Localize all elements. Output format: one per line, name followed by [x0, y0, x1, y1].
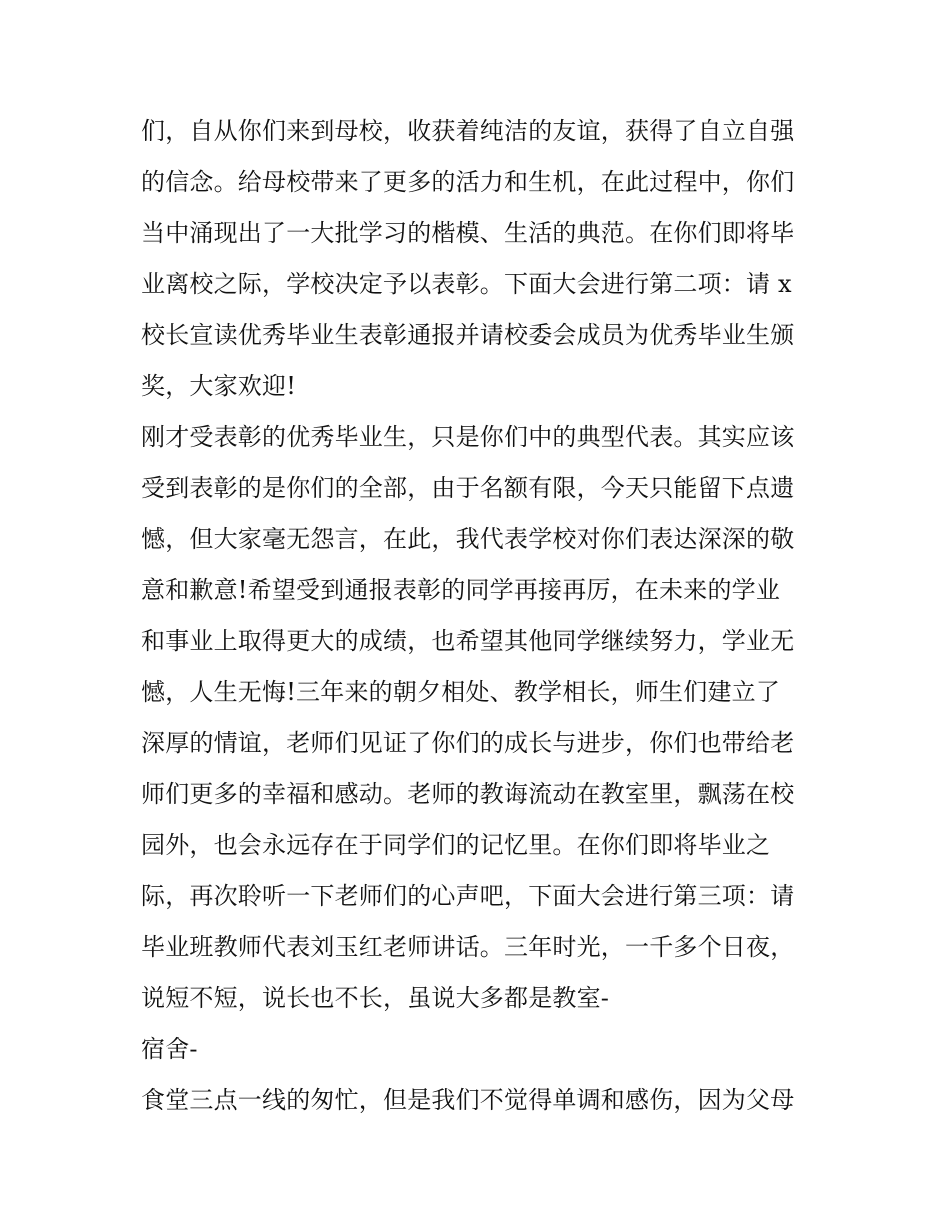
text-line: 食堂三点一线的匆忙，但是我们不觉得单调和感伤，因为父母	[141, 1086, 795, 1114]
text-line: 说短不短，说长也不长，虽说大多都是教室-	[141, 984, 610, 1012]
text-line: 校长宣读优秀毕业生表彰通报并请校委会成员为优秀毕业生颁	[141, 321, 795, 349]
text-line: 际，再次聆听一下老师们的心声吧，下面大会进行第三项：请	[141, 882, 795, 910]
text-line: 奖，大家欢迎!	[141, 372, 297, 400]
text-line: 园外，也会永远存在于同学们的记忆里。在你们即将毕业之	[141, 831, 771, 859]
text-line: 受到表彰的是你们的全部，由于名额有限，今天只能留下点遗	[141, 474, 795, 502]
text-line: 业离校之际，学校决定予以表彰。下面大会进行第二项：请 x	[141, 270, 792, 298]
text-line: 意和歉意!希望受到通报表彰的同学再接再厉，在未来的学业	[141, 576, 781, 604]
text-line: 宿舍-	[141, 1035, 198, 1063]
text-line: 憾，人生无悔!三年来的朝夕相处、教学相长，师生们建立了	[141, 678, 781, 706]
body-text	[141, 106, 821, 1126]
text-line: 刚才受表彰的优秀毕业生，只是你们中的典型代表。其实应该	[141, 423, 795, 451]
text-line: 们，自从你们来到母校，收获着纯洁的友谊，获得了自立自强	[141, 117, 795, 145]
text-line: 当中涌现出了一大批学习的楷模、生活的典范。在你们即将毕	[141, 219, 795, 247]
text-line: 和事业上取得更大的成绩，也希望其他同学继续努力，学业无	[141, 627, 795, 655]
text-line: 憾，但大家毫无怨言，在此，我代表学校对你们表达深深的敬	[141, 525, 795, 553]
text-line: 深厚的情谊，老师们见证了你们的成长与进步，你们也带给老	[141, 729, 795, 757]
text-line: 的信念。给母校带来了更多的活力和生机，在此过程中，你们	[141, 168, 795, 196]
text-line: 毕业班教师代表刘玉红老师讲话。三年时光，一千多个日夜，	[141, 933, 795, 961]
text-line: 师们更多的幸福和感动。老师的教诲流动在教室里，飘荡在校	[141, 780, 795, 808]
